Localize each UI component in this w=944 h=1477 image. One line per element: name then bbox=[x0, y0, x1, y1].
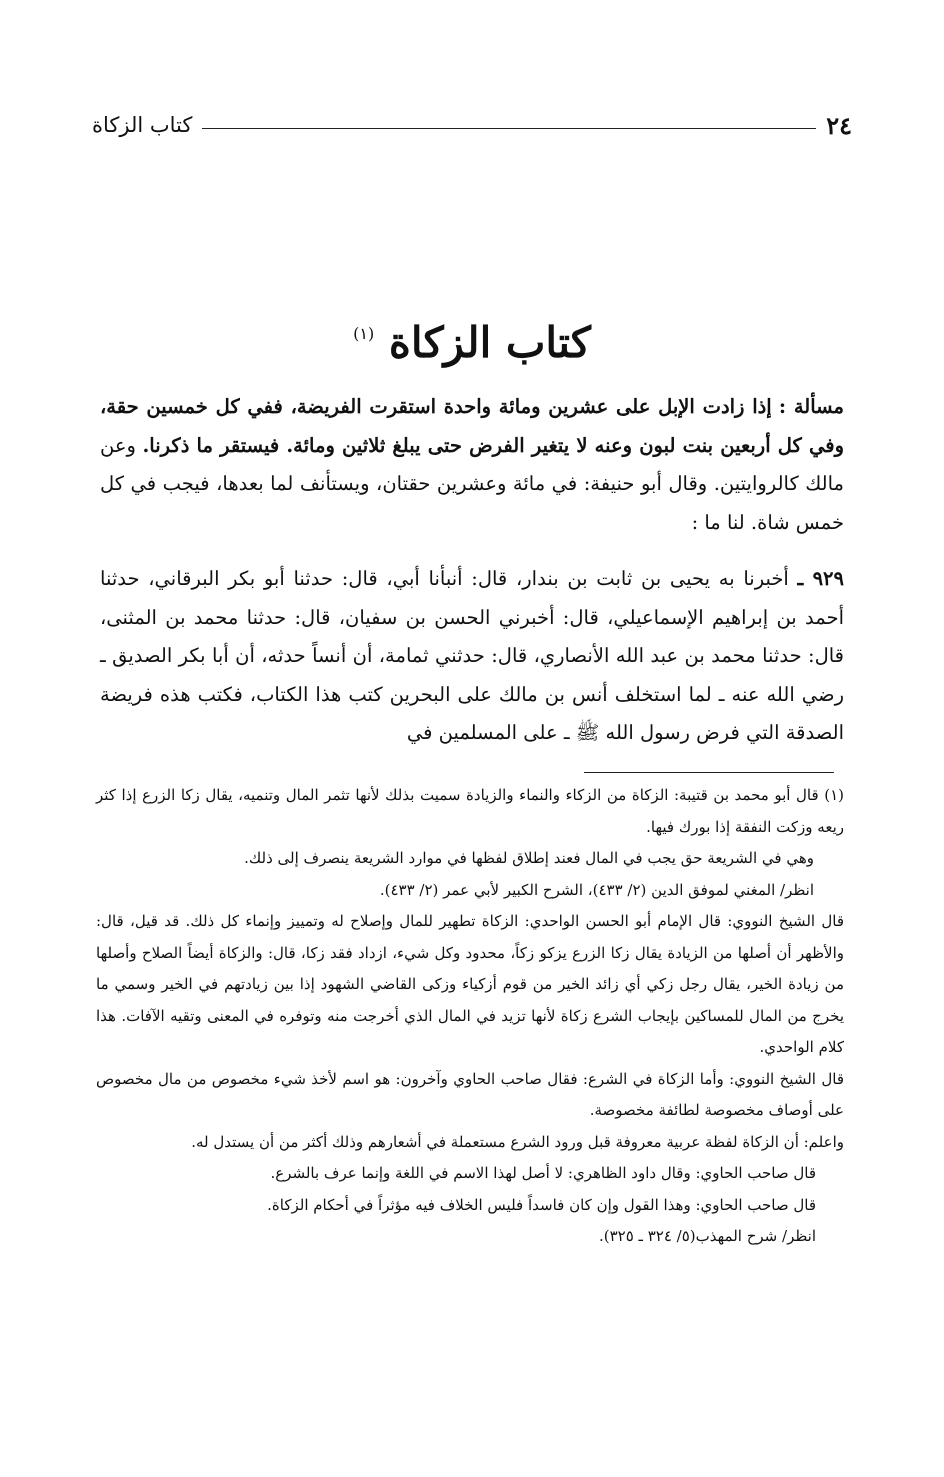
footnote-rule bbox=[584, 772, 834, 773]
footnotes bbox=[96, 780, 844, 1253]
footnote-1: (١) قال أبو محمد بن قتيبة: الزكاة من الزكاء والنماء والزيادة سميت بذلك لأنها تثمر المال وتنميه، يقال زكا الزرع إذا كثر ريعه وزكت النفقة إذا بورك فيها. bbox=[96, 786, 844, 836]
footnote-reference: (١) bbox=[353, 324, 375, 343]
running-title: كتاب الزكاة bbox=[92, 113, 193, 137]
footnote-line: انظر/ شرح المهذب(٥/ ٣٢٤ ـ ٣٢٥). bbox=[598, 1227, 816, 1245]
paragraph-issue bbox=[100, 388, 844, 542]
issue-bold-text: إذا زادت الإبل على عشرين ومائة واحدة استقرت الفريضة، ففي كل خمسين حقة، وفي كل أربعين بنت لبون وعنه لا يتغير الفرض حتى يبلغ ثلاثين ومائة. فيستقر ما ذكرنا. bbox=[100, 395, 845, 457]
header-rule bbox=[202, 128, 816, 129]
chapter-title-text: كتاب الزكاة bbox=[388, 318, 591, 367]
issue-label: مسألة : bbox=[778, 395, 845, 418]
footnote-line: قال الشيخ النووي: وأما الزكاة في الشرع: فقال صاحب الحاوي وآخرون: هو اسم لأخذ شيء مخصوص من مال مخصوص على أوصاف مخصوصة لطائفة مخصوصة. bbox=[96, 1069, 844, 1119]
footnote-line: وهي في الشريعة حق يجب في المال فعند إطلاق لفظها في موارد الشريعة ينصرف إلى ذلك. bbox=[244, 849, 814, 867]
hadith-number: ٩٢٩ ـ bbox=[797, 567, 844, 590]
page-number: ٢٤ bbox=[826, 110, 852, 140]
footnote-line: قال صاحب الحاوي: وهذا القول وإن كان فاسداً فليس الخلاف فيه مؤثراً في أحكام الزكاة. bbox=[267, 1195, 816, 1214]
chapter-title bbox=[92, 318, 852, 367]
hadith-text: أخبرنا به يحيى بن ثابت بن بندار، قال: أنبأنا أبي، قال: حدثنا أبو بكر البرقاني، حدثنا أحمد بن إبراهيم الإسماعيلي، قال: أخبرني الحسن بن سفيان، قال: حدثنا محمد بن المثنى، قال: حدثنا محمد بن عبد الله الأنصاري، قال: حدثني ثمامة، أن أنساً حدثه، أن أبا بكر الصديق ـ رضي الله عنه ـ لما استخلف أنس بن مالك على البحرين كتب هذا الكتاب، فكتب هذه فريضة الصدقة التي فرض رسول الله ﷺ ـ على المسلمين في bbox=[100, 567, 844, 744]
footnote-line: انظر/ المغني لموفق الدين (٢/ ٤٣٣)، الشرح الكبير لأبي عمر (٢/ ٤٣٣). bbox=[379, 880, 814, 899]
footnote-line: قال صاحب الحاوي: وقال داود الظاهري: لا أصل لهذا الاسم في اللغة وإنما عرف بالشرع. bbox=[270, 1164, 816, 1182]
footnote-line: واعلم: أن الزكاة لفظة عربية معروفة قبل ورود الشرع مستعملة في أشعارهم وذلك أكثر من أن يستدل له. bbox=[191, 1132, 844, 1151]
main-text bbox=[100, 388, 844, 753]
footnote-line: قال الشيخ النووي: قال الإمام أبو الحسن الواحدي: الزكاة تطهير للمال وإصلاح له وتمييز وإنماء كل ذلك. قد قيل، قال: والأظهر أن أصلها من الزيادة يقال زكا الزرع يزكو زكاً، محدود وكل شيء، ازداد فقد زكا، قال: والزكاة أيضاً الصلاح وأصلها من زيادة الخير، يقال رجل زكي أي زائد الخير من قوم أزكياء وزكى القاضي الشهود إذا بين زيادتهم في الخير وسمي ما يخرج من المال للمساكين بإيجاب الشرع زكاة لأنها تزيد في المال الذي أخرجت منه وتوفره في المعنى وتقيه الآفات. هذا كلام الواحدي. bbox=[96, 912, 844, 1056]
issue-text: وعن مالك كالروايتين. وقال أبو حنيفة: في مائة وعشرين حقتان، ويستأنف لما بعدها، فيجب في كل خمس شاة. لنا ما : bbox=[100, 433, 844, 534]
paragraph-hadith bbox=[100, 560, 844, 753]
running-header bbox=[92, 110, 852, 140]
